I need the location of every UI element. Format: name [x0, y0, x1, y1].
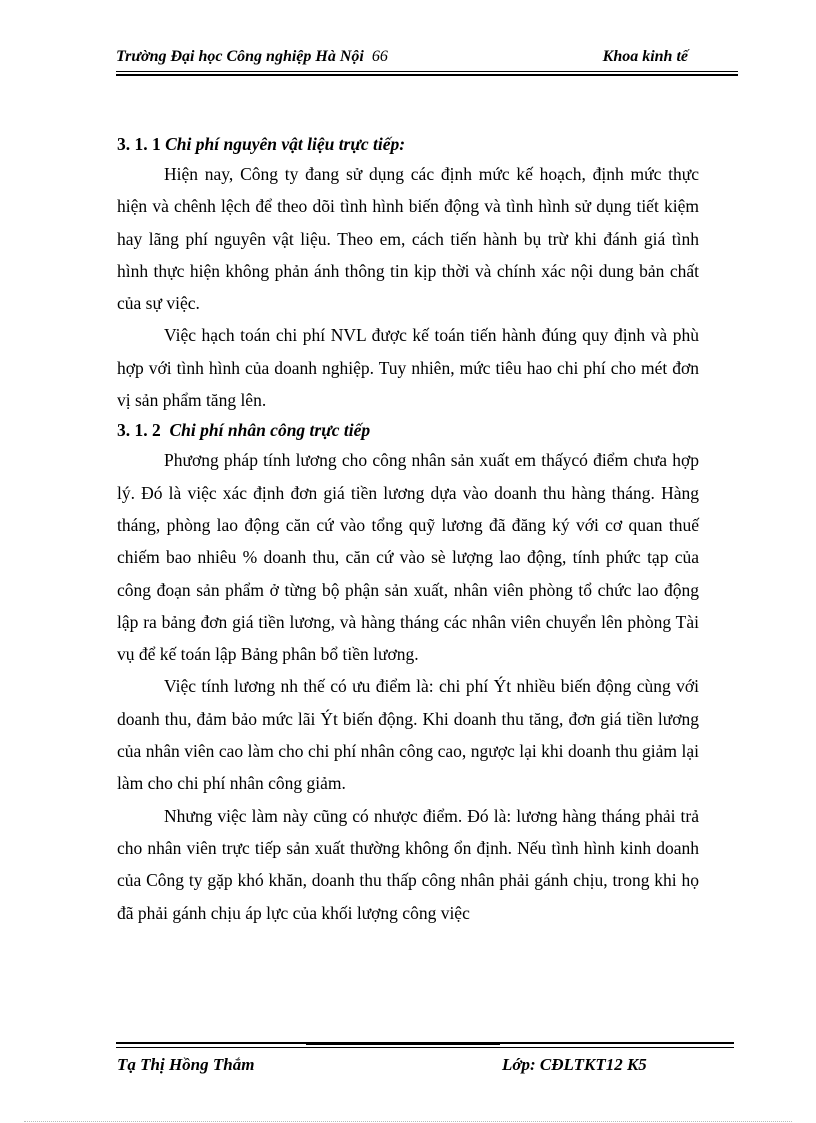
footer-class: Lớp: CĐLTKT12 K5 — [502, 1055, 647, 1074]
section-heading: 3. 1. 1 Chi phí nguyên vật liệu trực tiếp: — [117, 134, 406, 154]
header-school: Trường Đại học Công nghiệp Hà Nội 66 — [116, 48, 388, 65]
section-heading: 3. 1. 2 Chi phí nhân công trực tiếp — [117, 420, 371, 441]
document-body — [117, 130, 699, 929]
footer-author: Tạ Thị Hồng Thắm — [117, 1055, 255, 1074]
paragraph: Nhưng việc làm này cũng có nhược điểm. Đó là: lương hàng tháng phải trả cho nhân viên trực tiếp sản xuất thường không ổn định. Nếu tình hình kinh doanh của Công ty gặp khó khăn, doanh thu thấp công nhân phải gánh chịu, trong khi họ đã phải gánh chịu áp lực của khối lượng công việc — [117, 805, 699, 923]
paragraph: Hiện nay, Công ty đang sử dụng các định mức kế hoạch, định mức thực hiện và chênh lệch để theo dõi tình hình biến động và tình hình sử dụng tiết kiệm hay lãng phí nguyên vật liệu. Theo em, cách tiến hành bụ trừ khi đánh giá tình hình thực hiện không phản ánh thông tin kịp thời và chính xác nội dung bản chất của sự việc. — [117, 164, 699, 314]
header-rule-thick — [116, 74, 738, 76]
paragraph: Việc hạch toán chi phí NVL được kế toán tiến hành đúng quy định và phù hợp với tình hình của doanh nghiệp. Tuy nhiên, mức tiêu hao chi phí cho mét đơn vị sản phẩm tăng lên. — [117, 325, 699, 411]
page-edge — [24, 1121, 792, 1122]
paragraph: Việc tính lương nh thế có ưu điểm là: chi phí Ýt nhiều biến động cùng với doanh thu, đảm bảo mức lãi Ýt biến động. Khi doanh thu tăng, đơn giá tiền lương của nhân viên cao làm cho chi phí nhân công cao, ngược lại khi doanh thu giảm lại làm cho chi phí nhân công giảm. — [117, 676, 699, 794]
header-department: Khoa kinh tế — [602, 48, 688, 65]
header-rule — [116, 71, 738, 72]
footer-rule-accent — [306, 1044, 500, 1045]
page-header — [116, 44, 738, 66]
paragraph: Phương pháp tính lương cho công nhân sản xuất em thấycó điểm chưa hợp lý. Đó là việc xác định đơn giá tiền lương dựa vào doanh thu hàng tháng. Hàng tháng, phòng lao động căn cứ vào tổng quỹ lương đã đăng ký với cơ quan thuế chiếm bao nhiêu % doanh thu, căn cứ vào sè lượng lao động, tính phức tạp của công đoạn sản phẩm ở từng bộ phận sản xuất, nhân viên phòng tổ chức lao động lập ra bảng đơn giá tiền lương, và hàng tháng các nhân viên chuyển lên phòng Tài vụ để kế toán lập Bảng phân bổ tiền lương. — [117, 450, 699, 665]
page-number: 66 — [371, 48, 388, 65]
footer-rule-thin — [116, 1047, 734, 1048]
